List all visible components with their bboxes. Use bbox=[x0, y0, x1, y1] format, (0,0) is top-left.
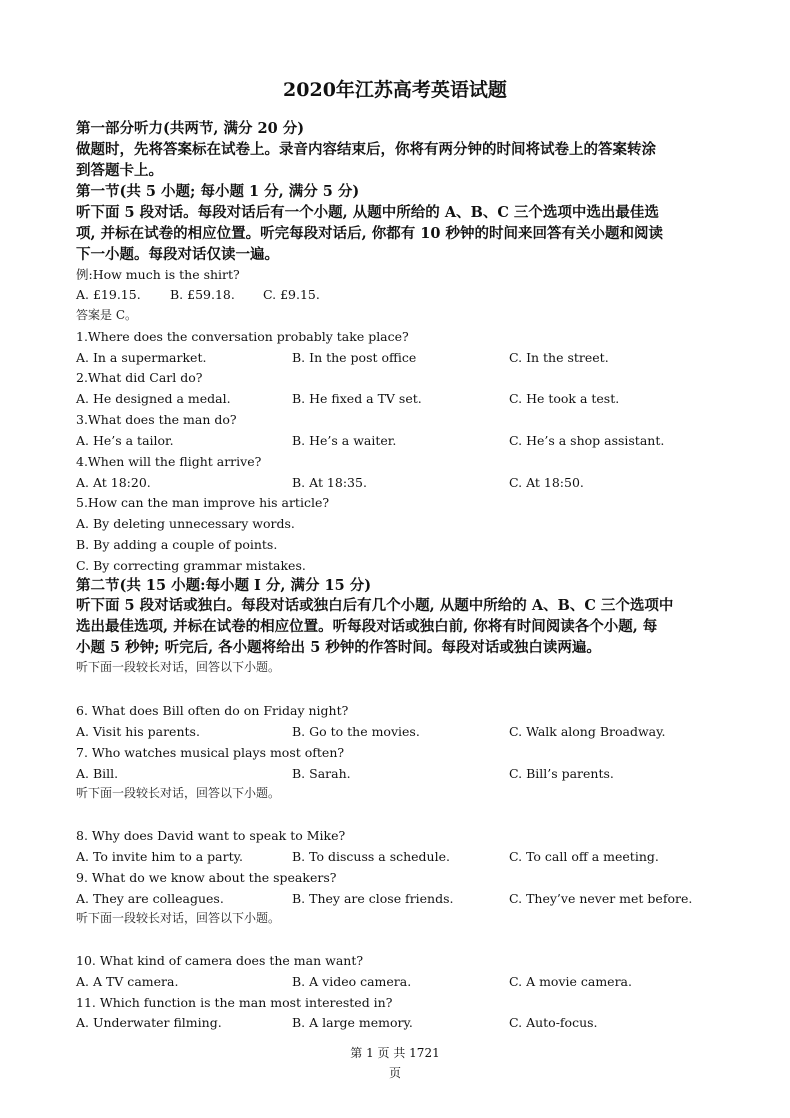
option-c: C. In the street. bbox=[509, 350, 609, 365]
question: 10. What kind of camera does the man want? bbox=[76, 953, 364, 968]
listen-prompt: 听下面一段较长对话，回答以下小题。 bbox=[76, 660, 281, 674]
question: 2.What did Carl do? bbox=[76, 370, 203, 385]
example-option-a: A. £19.15. bbox=[76, 287, 141, 302]
section1-instruction: 听下面 5 段对话。每段对话后有一个小题, 从题中所给的 A、B、C 三个选项中选出最佳选 bbox=[76, 204, 659, 221]
part1-heading: 第一部分听力(共两节, 满分 20 分) bbox=[76, 120, 305, 137]
option-b: B. At 18:35. bbox=[292, 475, 367, 490]
option-c: C. At 18:50. bbox=[509, 475, 584, 490]
question: 9. What do we know about the speakers? bbox=[76, 870, 337, 885]
page-title: 2020年江苏高考英语试题 bbox=[283, 79, 507, 101]
example-answer: 答案是 C。 bbox=[76, 308, 137, 322]
question: 6. What does Bill often do on Friday night? bbox=[76, 703, 349, 718]
listen-prompt: 听下面一段较长对话，回答以下小题。 bbox=[76, 786, 281, 800]
listen-prompt: 听下面一段较长对话，回答以下小题。 bbox=[76, 911, 281, 925]
option-c: C. They’ve never met before. bbox=[509, 891, 693, 906]
question: 3.What does the man do? bbox=[76, 412, 237, 427]
option-b: B. Go to the movies. bbox=[292, 724, 420, 739]
question: 5.How can the man improve his article? bbox=[76, 495, 330, 510]
option-a: A. By deleting unnecessary words. bbox=[76, 516, 295, 531]
option-a: A. Visit his parents. bbox=[76, 724, 200, 739]
section2-instruction: 小题 5 秒钟; 听完后, 各小题将给出 5 秒钟的作答时间。每段对话或独白读两遍。 bbox=[76, 639, 601, 656]
section2-instruction: 选出最佳选项, 并标在试卷的相应位置。听每段对话或独白前, 你将有时间阅读各个小题, 每 bbox=[76, 618, 658, 635]
option-a: A. Underwater filming. bbox=[76, 1015, 222, 1030]
option-a: A. At 18:20. bbox=[76, 475, 151, 490]
option-c: C. To call off a meeting. bbox=[509, 849, 659, 864]
option-c: C. By correcting grammar mistakes. bbox=[76, 558, 306, 573]
option-a: A. They are colleagues. bbox=[76, 891, 224, 906]
example-option-c: C. £9.15. bbox=[263, 287, 320, 302]
option-a: A. He’s a tailor. bbox=[76, 433, 174, 448]
option-a: A. To invite him to a party. bbox=[76, 849, 243, 864]
option-c: C. He’s a shop assistant. bbox=[509, 433, 665, 448]
example-option-b: B. £59.18. bbox=[170, 287, 235, 302]
option-c: C. Bill’s parents. bbox=[509, 766, 614, 781]
option-c: C. Auto-focus. bbox=[509, 1015, 598, 1030]
option-a: A. Bill. bbox=[76, 766, 119, 781]
option-b: B. A large memory. bbox=[292, 1015, 413, 1030]
question: 7. Who watches musical plays most often? bbox=[76, 745, 345, 760]
section2-instruction: 听下面 5 段对话或独白。每段对话或独白后有几个小题, 从题中所给的 A、B、C 三个选项中 bbox=[76, 597, 674, 614]
option-b: B. In the post office bbox=[292, 350, 417, 365]
part1-instruction: 到答题卡上。 bbox=[76, 162, 163, 179]
option-a: A. In a supermarket. bbox=[76, 350, 207, 365]
option-c: C. A movie camera. bbox=[509, 974, 632, 989]
part1-instruction: 做题时，先将答案标在试卷上。录音内容结束后，你将有两分钟的时间将试卷上的答案转涂 bbox=[76, 141, 656, 158]
question: 4.When will the flight arrive? bbox=[76, 454, 262, 469]
option-b: B. He fixed a TV set. bbox=[292, 391, 422, 406]
page-number-suffix: 页 bbox=[388, 1066, 401, 1080]
option-c: C. Walk along Broadway. bbox=[509, 724, 666, 739]
option-b: B. They are close friends. bbox=[292, 891, 454, 906]
example-question: 例:How much is the shirt? bbox=[76, 267, 240, 282]
option-a: A. He designed a medal. bbox=[76, 391, 231, 406]
option-b: B. To discuss a schedule. bbox=[292, 849, 450, 864]
page-number: 第 1 页 共 1721 bbox=[350, 1046, 440, 1060]
question: 11. Which function is the man most interested in? bbox=[76, 995, 393, 1010]
option-c: C. He took a test. bbox=[509, 391, 620, 406]
option-b: B. A video camera. bbox=[292, 974, 412, 989]
section1-instruction: 项, 并标在试卷的相应位置。听完每段对话后, 你都有 10 秒钟的时间来回答有关小题和阅读 bbox=[76, 225, 663, 242]
option-b: B. He’s a waiter. bbox=[292, 433, 397, 448]
question: 1.Where does the conversation probably take place? bbox=[76, 329, 409, 344]
section1-heading: 第一节(共 5 小题; 每小题 1 分, 满分 5 分) bbox=[76, 183, 360, 200]
section1-instruction: 下一小题。每段对话仅读一遍。 bbox=[76, 246, 279, 263]
option-a: A. A TV camera. bbox=[76, 974, 179, 989]
option-b: B. By adding a couple of points. bbox=[76, 537, 278, 552]
question: 8. Why does David want to speak to Mike? bbox=[76, 828, 346, 843]
option-b: B. Sarah. bbox=[292, 766, 351, 781]
section2-heading: 第二节(共 15 小题:每小题 I 分, 满分 15 分) bbox=[76, 577, 372, 594]
